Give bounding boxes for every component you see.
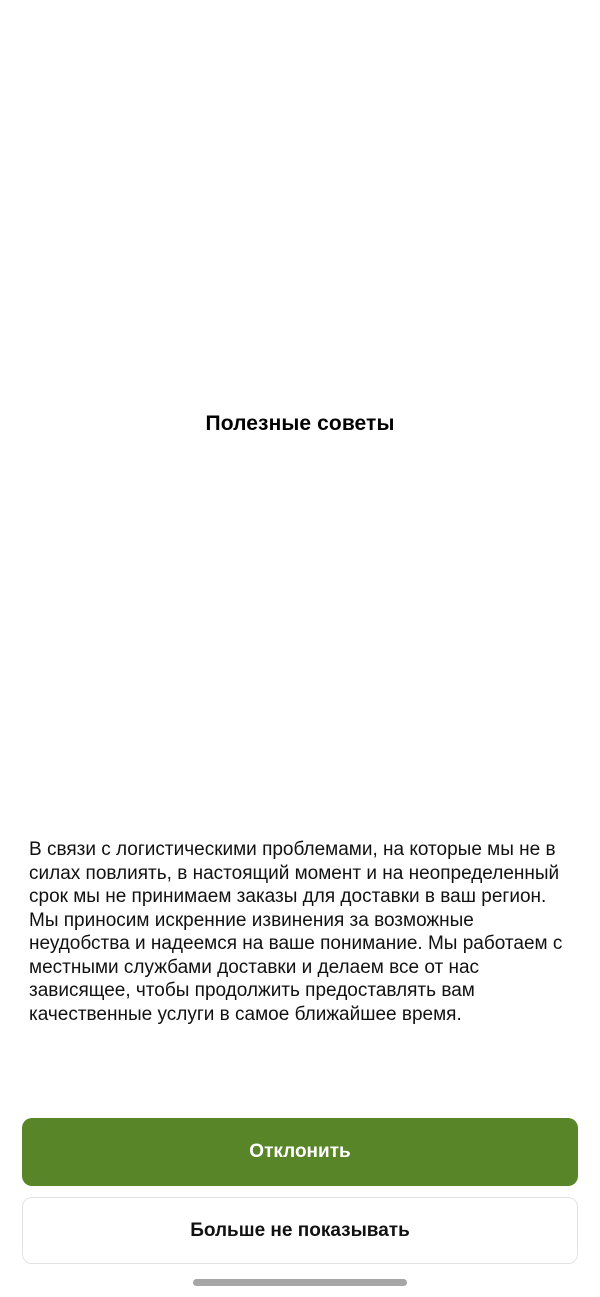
dialog-message: В связи с логистическими проблемами, на которые мы не в силах повлиять, в настоящий момент и на неопределенный срок мы не принимаем заказы для доставки в ваш регион. Мы приносим искренние извинения за возможные неудобства и надеемся на ваше понимание. Мы работаем с местными службами доставки и делаем все от нас зависящее, чтобы продолжить предоставлять вам качественные услуги в самое ближайшее время. [29,839,563,1025]
dialog-title: Полезные советы [205,412,395,435]
decline-button[interactable]: Отклонить [22,1118,578,1186]
home-indicator[interactable] [193,1279,407,1286]
dont-show-again-button[interactable]: Больше не показывать [22,1197,578,1264]
